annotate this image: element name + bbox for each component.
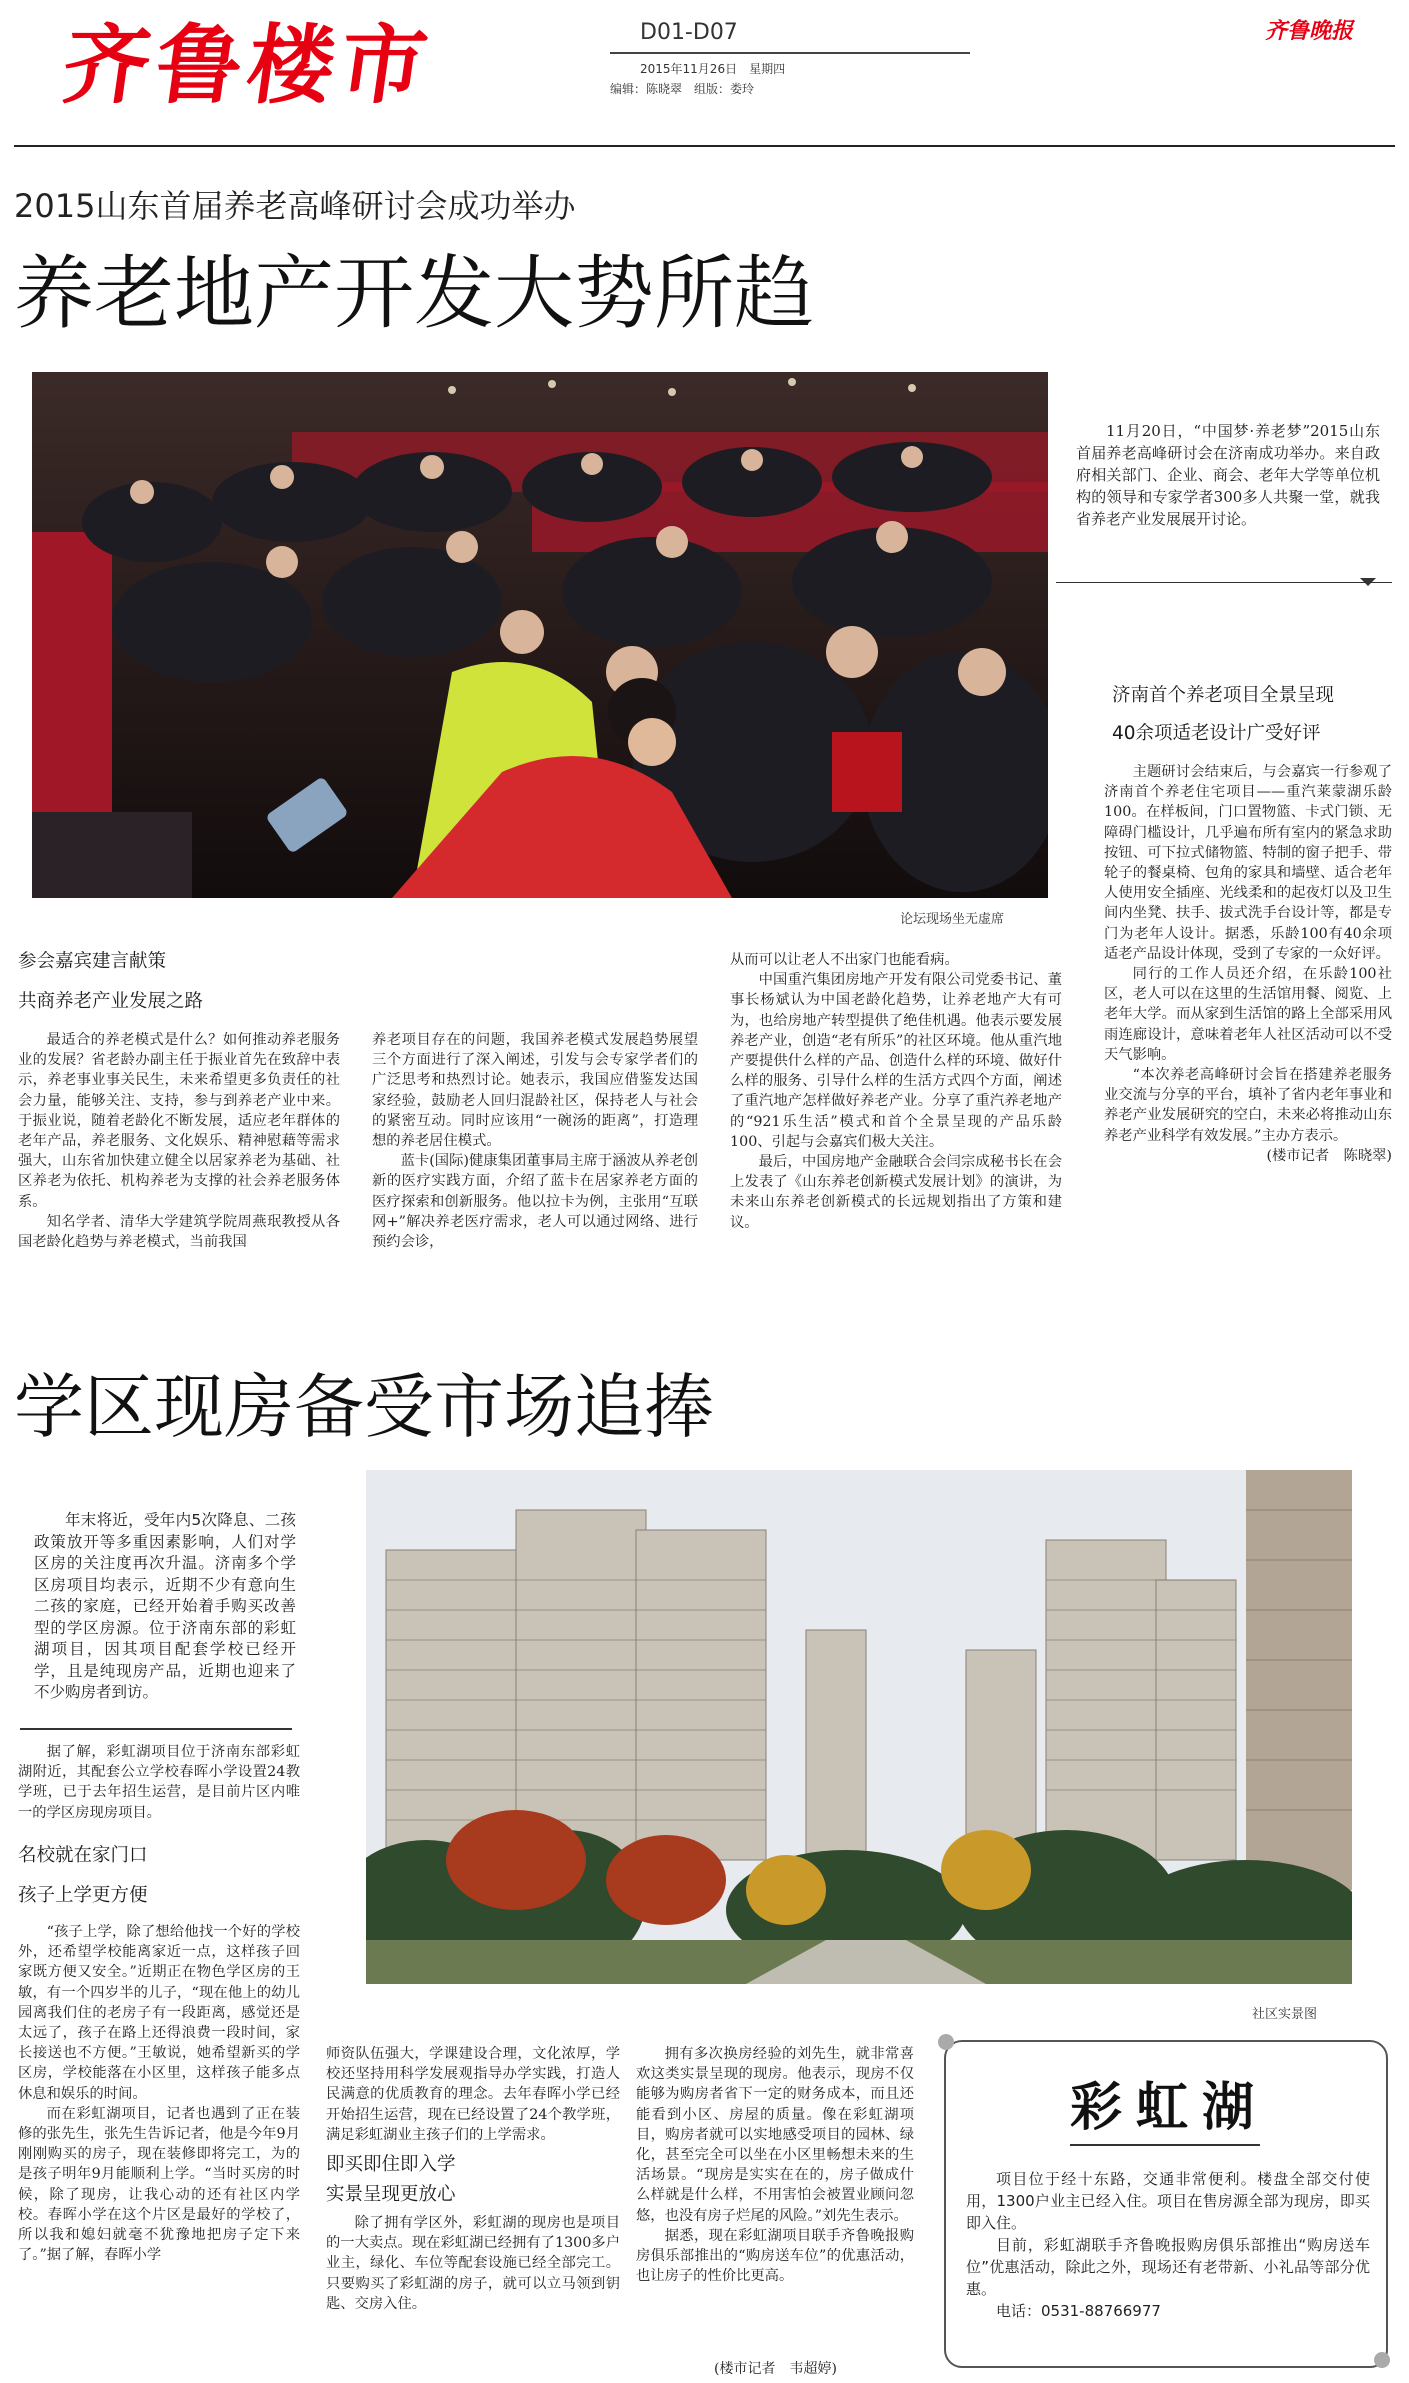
article2-subhead-1: 名校就在家门口 xyxy=(18,1845,148,1866)
project-name: 彩虹湖 xyxy=(1070,2077,1269,2138)
col2-subhead-2: 实景呈现更放心 xyxy=(326,2184,456,2206)
lead-paragraph: 年末将近，受年内5次降息、二孩政策放开等多重因素影响，人们对学区房的关注度再次升温。济南多个学区房项目均表示，近期不少有意向生二孩的家庭，已经开始着手购买改善型的学区房源。位于济南东部的彩虹湖项目，因其项目配套学校已经开学，且是纯现房产品，近期也迎来了不少购房者到访。 xyxy=(34,1511,296,1701)
project-phone: 电话：0531-88766977 xyxy=(996,2302,1161,2320)
forum-photo-caption: 论坛现场坐无虚席 xyxy=(900,912,1005,927)
project-name-rule xyxy=(1070,2144,1260,2146)
article1-kicker: 2015山东首届养老高峰研讨会成功举办 xyxy=(14,187,576,225)
body-paragraph: 知名学者、清华大学建筑学院周燕珉教授从各国老龄化趋势与养老模式，当前我国 xyxy=(18,1213,340,1251)
newspaper-brand: 齐鲁晚报 xyxy=(1265,18,1354,44)
side-byline: (楼市记者 陈晓翠) xyxy=(1266,1147,1392,1164)
header-rule xyxy=(610,52,970,54)
article1-col1 xyxy=(18,1030,340,1280)
body-paragraph: 师资队伍强大，学课建设合理，文化浓厚，学校还坚持用科学发展观指导办学实践，打造人民满意的优质教育的理念。去年春晖小学已经开始招生运营，现在已经设置了24个教学班，满足彩虹湖业主孩子们的上学需求。 xyxy=(326,2046,620,2143)
article2-col1 xyxy=(18,1922,300,2376)
article2-headline: 学区现房备受市场追捧 xyxy=(14,1366,714,1448)
side-subhead-2: 40余项适老设计广受好评 xyxy=(1112,723,1321,744)
project-info-paragraph: 目前，彩虹湖联手齐鲁晚报购房俱乐部推出“购房送车位”优惠活动，除此之外，现场还有老带新、小礼品等部分优惠。 xyxy=(966,2236,1370,2298)
body-paragraph: 蓝卡(国际)健康集团董事局主席于涵波从养老创新的医疗实践方面，介绍了蓝卡在居家养老方面的医疗探索和创新服务。他以拉卡为例，主张用“互联网+”解决养老医疗需求，老人可以通过网络、进行预约会诊， xyxy=(372,1153,698,1251)
box-corner-dot xyxy=(938,2034,954,2050)
body-paragraph: 从而可以让老人不出家门也能看病。 xyxy=(730,952,959,968)
article2-col3 xyxy=(636,2044,914,2358)
intro-paragraph: 据了解，彩虹湖项目位于济南东部彩虹湖附近，其配套公立学校春晖小学设置24教学班，已于去年招生运营，是目前片区内唯一的学区房现房项目。 xyxy=(18,1744,300,1821)
article1-col2 xyxy=(372,1030,698,1280)
forum-photo xyxy=(32,372,1048,898)
project-info-text xyxy=(966,2168,1370,2348)
body-paragraph: 除了拥有学区外，彩虹湖的现房也是项目的一大卖点。现在彩虹湖已经拥有了1300多户业主，绿化、车位等配套设施已经全部完工。只要购买了彩虹湖的房子，就可以立马领到钥匙、交房入住。 xyxy=(326,2215,620,2312)
article1-subhead-1: 参会嘉宾建言献策 xyxy=(18,951,167,972)
body-paragraph: 养老项目存在的问题，我国养老模式发展趋势展望三个方面进行了深入阐述，引发与会专家学者们的广泛思考和热烈讨论。她表示，我国应借鉴发达国家经验，鼓励老人回归混龄社区，保持老人与社会的紧密互动。同时应该用“一碗汤的距离”，打造理想的养老居住模式。 xyxy=(372,1032,698,1150)
body-paragraph: 而在彩虹湖项目，记者也遇到了正在装修的张先生，张先生告诉记者，他是今年9月刚刚购买的房子，现在装修即将完工，为的是孩子明年9月能顺利上学。“当时买房的时候，除了现房，让我心动的还有社区内学校。春晖小学在这个片区是最好的学校了，所以我和媳妇就毫不犹豫地把房子定下来了。”据了解，春晖小学 xyxy=(18,2105,300,2264)
editors: 编辑：陈晓翠 组版：娄玲 xyxy=(610,82,755,96)
article1-headline: 养老地产开发大势所趋 xyxy=(14,247,814,340)
community-photo-caption: 社区实景图 xyxy=(1252,2007,1318,2022)
community-photo xyxy=(366,1470,1352,1984)
body-paragraph: 拥有多次换房经验的刘先生，就非常喜欢这类实景呈现的现房。他表示，现房不仅能够为购房者省下一定的财务成本，而且还能看到小区、房屋的质量。像在彩虹湖项目，购房者就可以实地感受项目的园林、绿化，甚至完全可以坐在小区里畅想未来的生活场景。“现房是实实在在的，房子做成什么样就是什么样，不用害怕会被置业顾问忽悠，也没有房子烂尾的风险。”刘先生表示。 xyxy=(636,2046,914,2224)
side-paragraph: “本次养老高峰研讨会旨在搭建养老服务业交流与分享的平台，填补了省内老年事业和养老产业发展研究的空白，未来必将推动山东养老产业科学有效发展。”主办方表示。 xyxy=(1104,1067,1392,1144)
body-paragraph: “孩子上学，除了想给他找一个好的学校外，还希望学校能离家近一点，这样孩子回家既方便又安全。”近期正在物色学区房的王敏，有一个四岁半的儿子，“现在他上的幼儿园离我们住的老房子有一段距离，感觉还是太远了，孩子在路上还得浪费一段时间，家长接送也不方便。”王敏说，她希望新买的学区房，学校能落在小区里，这样孩子能多点休息和娱乐的时间。 xyxy=(18,1924,300,2102)
side-subhead-1: 济南首个养老项目全景呈现 xyxy=(1112,685,1335,706)
issue-date: 2015年11月26日 星期四 xyxy=(640,62,786,76)
masthead-divider xyxy=(14,145,1395,147)
article2-lead xyxy=(34,1510,296,1720)
article2-col2 xyxy=(326,2044,620,2376)
article2-intro xyxy=(18,1742,300,1832)
lead-rule xyxy=(20,1728,292,1730)
side-paragraph: 主题研讨会结束后，与会嘉宾一行参观了济南首个养老住宅项目——重汽莱蒙湖乐龄100。在样板间，门口置物篮、卡式门锁、无障碍门槛设计，几乎遍布所有室内的紧急求助按钮、可下拉式储物篮、特制的窗子把手、带轮子的餐桌椅、包角的家具和墙壁、适合老年人使用安全插座、光线柔和的起夜灯以及卫生间内坐凳、扶手、拔式洗手台设计等，都是专门为老年人设计。据悉，乐龄100有40余项适老产品设计体现，受到了专家的一众好评。 xyxy=(1104,764,1392,962)
body-paragraph: 据悉，现在彩虹湖项目联手齐鲁晚报购房俱乐部推出的“购房送车位”的优惠活动，也让房子的性价比更高。 xyxy=(636,2227,914,2285)
col2-subhead-1: 即买即住即入学 xyxy=(326,2154,456,2176)
body-paragraph: 最后，中国房地产金融联合会闫宗成秘书长在会上发表了《山东养老创新模式发展计划》的演讲，为未来山东养老创新模式的长远规划指出了方策和建议。 xyxy=(730,1154,1062,1231)
page-range: D01-D07 xyxy=(640,20,738,45)
body-paragraph: 中国重汽集团房地产开发有限公司党委书记、董事长杨斌认为中国老龄化趋势，让养老地产大有可为，也给房地产转型提供了绝佳机遇。他表示要发展养老产业，创造“老有所乐”的社区环境。他从重汽地产要提供什么样的产品、创造什么样的环境、做好什么样的服务、引导什么样的生活方式四个方面，阐述了重汽地产怎样做好养老产业。分享了重汽养老地产的“921乐生活”模式和首个全景呈现的产品乐龄100、引起与会嘉宾们极大关注。 xyxy=(730,972,1062,1150)
side-paragraph: 同行的工作人员还介绍，在乐龄100社区，老人可以在这里的生活馆用餐、阅览、上老年大学。而从家到生活馆的路上全部采用风雨连廊设计，意味着老年人社区活动可以不受天气影响。 xyxy=(1104,966,1392,1063)
article2-subhead-2: 孩子上学更方便 xyxy=(18,1885,148,1906)
article1-col3 xyxy=(730,950,1062,1280)
project-info-paragraph: 项目位于经十东路，交通非常便利。楼盘全部交付使用，1300户业主已经入住。项目在售房源全部为现房，即买即入住。 xyxy=(966,2170,1370,2232)
body-paragraph: 最适合的养老模式是什么？如何推动养老服务业的发展？省老龄办副主任于振业首先在致辞中表示，养老事业事关民生，未来希望更多负责任的社会力量，能够关注、支持，参与到养老产业中来。于振业说，随着老龄化不断发展，适应老年群体的老年产品，养老服务、文化娱乐、精神慰藉等需求强大，山东省加快建立健全以居家养老为基础、社区养老为依托、机构养老为支撑的社会养老服务体系。 xyxy=(18,1032,340,1210)
article2-byline: (楼市记者 韦超婷) xyxy=(714,2361,837,2377)
intro-rule-marker xyxy=(1360,578,1376,586)
intro-rule xyxy=(1056,582,1392,583)
side-column xyxy=(1104,762,1392,1282)
article1-subhead-2: 共商养老产业发展之路 xyxy=(18,991,204,1012)
article1-intro xyxy=(1076,420,1380,570)
intro-paragraph: 11月20日，“中国梦·养老梦”2015山东首届养老高峰研讨会在济南成功举办。来自政府相关部门、企业、商会、老年大学等单位机构的领导和专家学者300多人共聚一堂，就我省养老产业发展展开讨论。 xyxy=(1076,422,1380,528)
box-corner-dot xyxy=(1374,2352,1390,2368)
masthead-logo: 齐鲁楼市 xyxy=(56,16,440,116)
